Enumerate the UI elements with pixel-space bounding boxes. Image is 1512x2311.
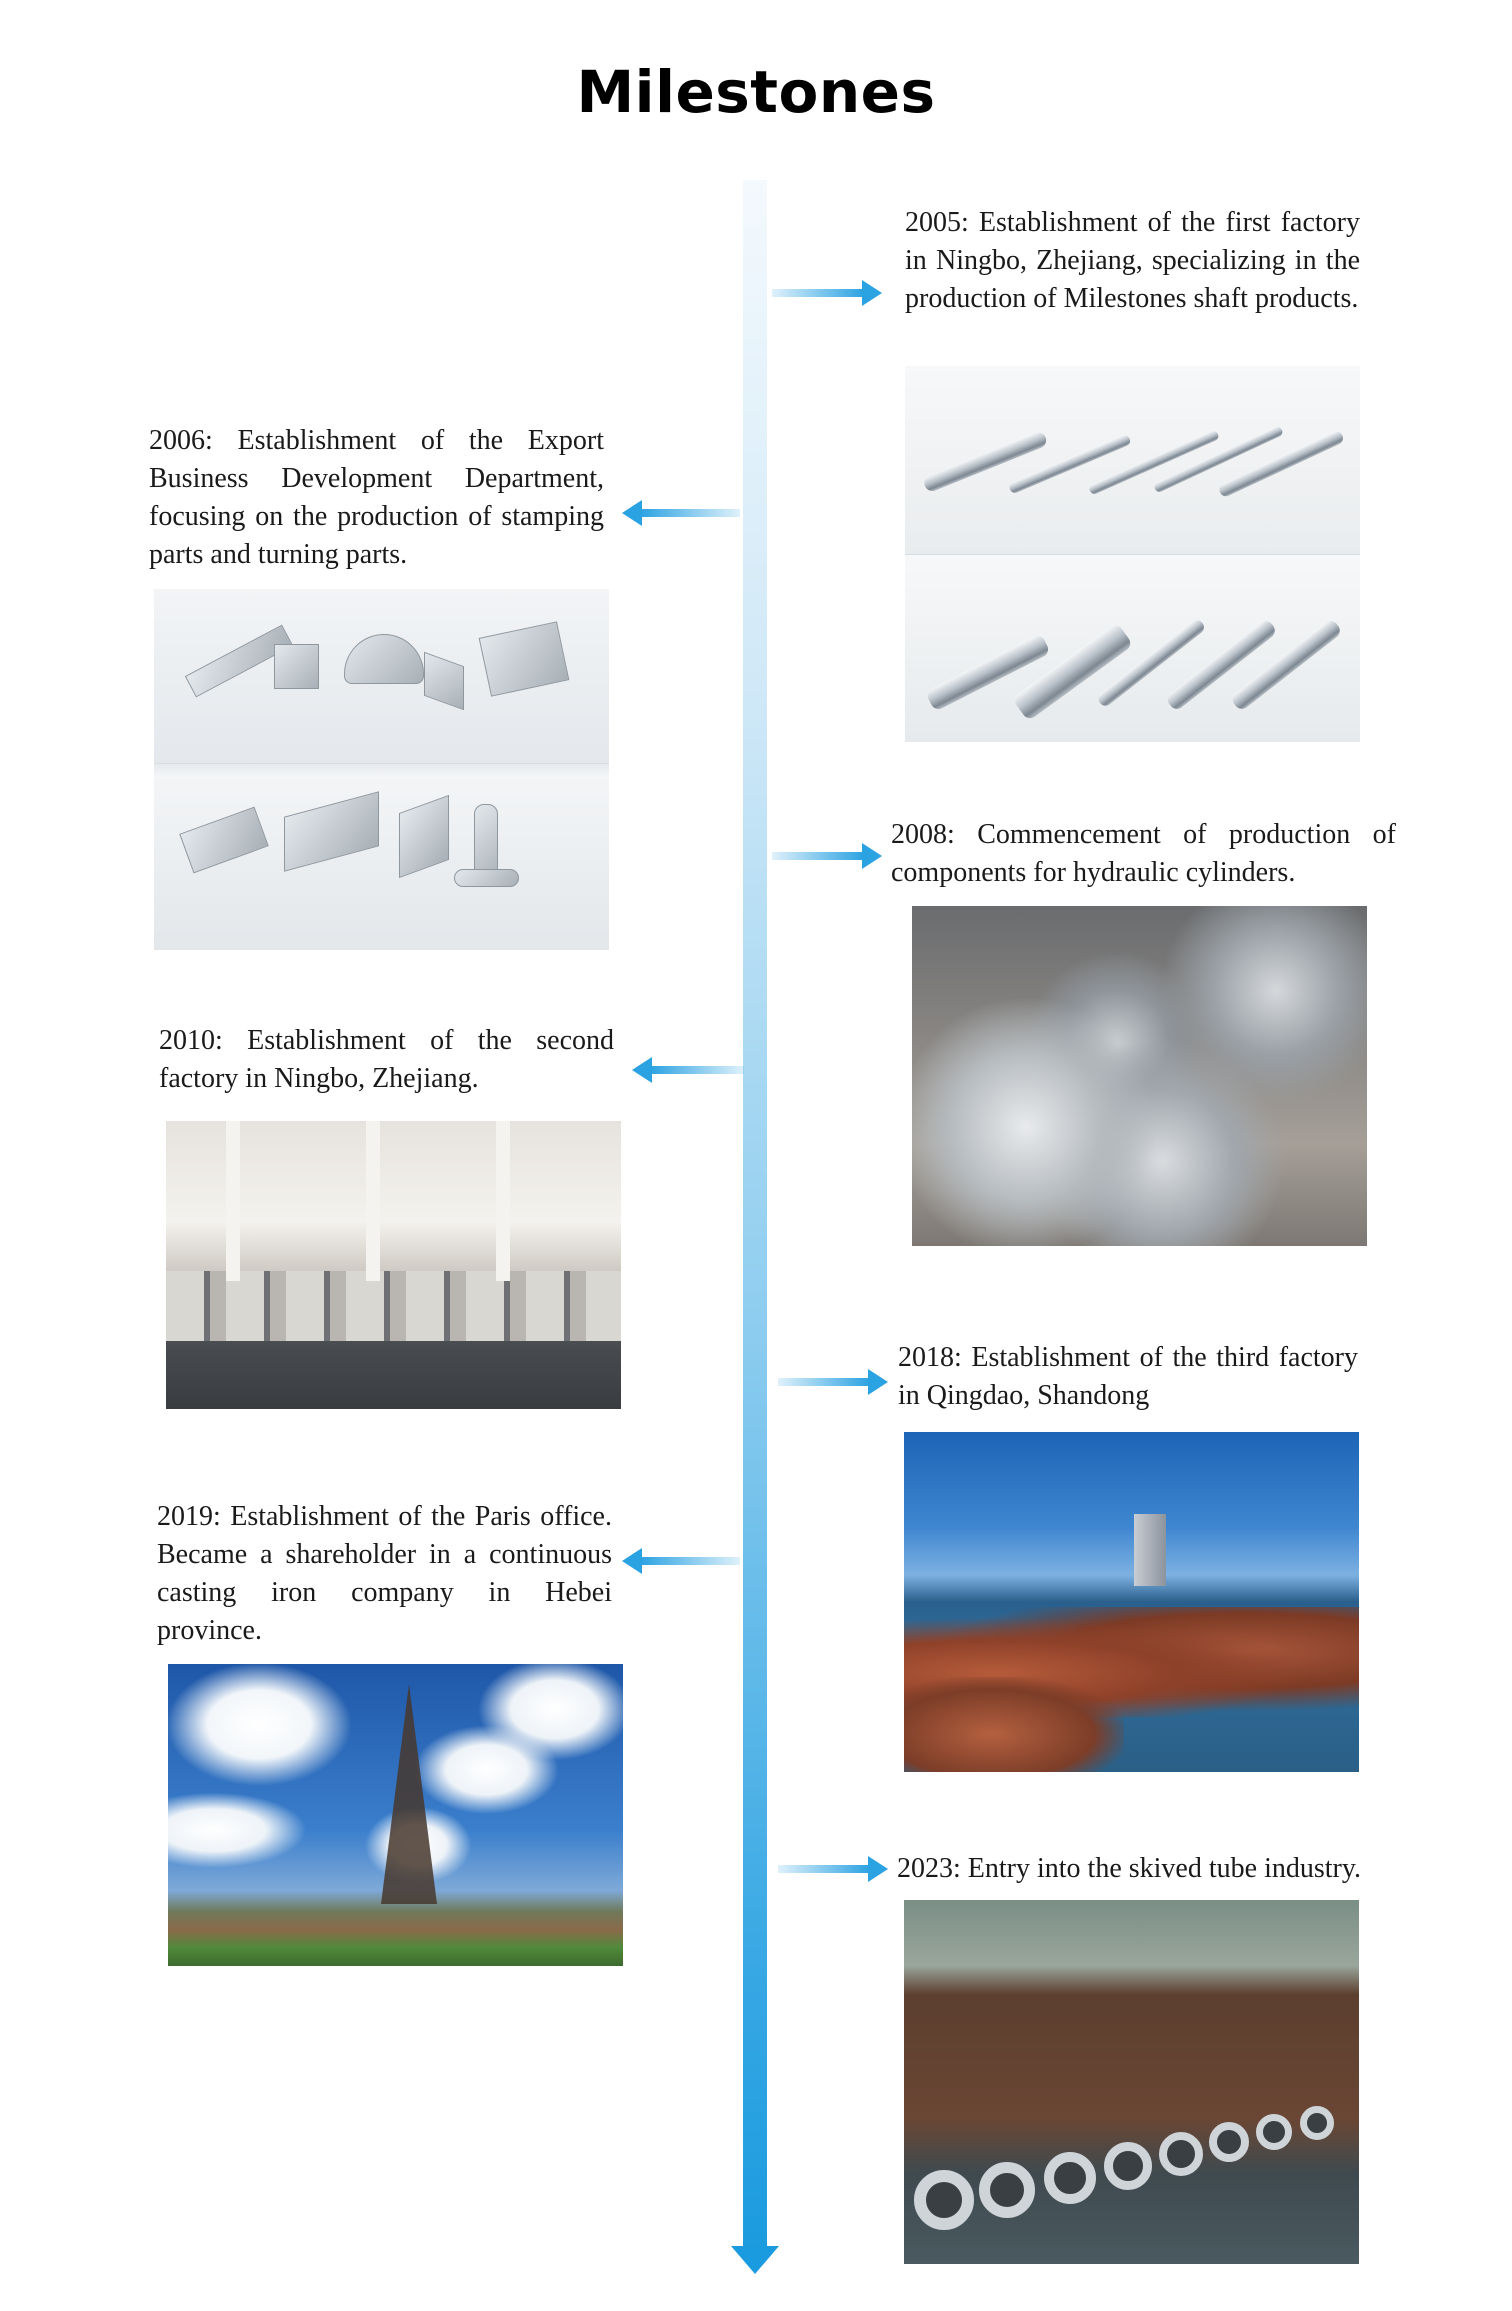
- milestone-2023-text: 2023: Entry into the skived tube industry.: [897, 1853, 1362, 1884]
- connector-arrow-2023: [778, 1862, 888, 1876]
- timeline-axis: [743, 180, 767, 2250]
- second-factory-photo: [166, 1121, 621, 1409]
- stamping-parts-photo: [154, 589, 609, 950]
- shaft-products-photo: [905, 366, 1360, 742]
- eiffel-tower-photo: [168, 1664, 623, 1966]
- connector-arrow-2019: [622, 1554, 740, 1568]
- connector-arrow-2018: [778, 1375, 888, 1389]
- milestone-2018-text: 2018: Establishment of the third factory in Qingdao, Shandong: [898, 1342, 1358, 1411]
- skived-tubes-photo: [904, 1900, 1359, 2264]
- connector-arrow-2008: [772, 849, 882, 863]
- connector-arrow-2010: [632, 1063, 744, 1077]
- milestone-2005-text: 2005: Establishment of the first factory in Ningbo, Zhejiang, specializing in the production of Milestones shaft products.: [905, 207, 1360, 314]
- qingdao-coast-photo: [904, 1432, 1359, 1772]
- connector-arrow-2005: [772, 286, 882, 300]
- milestone-2008-text: 2008: Commencement of production of components for hydraulic cylinders.: [891, 819, 1396, 888]
- page-title: Milestones: [576, 58, 936, 126]
- hydraulic-components-photo: [912, 906, 1367, 1246]
- milestone-2019-text: 2019: Establishment of the Paris office. Became a shareholder in a continuous casting iron company in Hebei province.: [157, 1501, 612, 1646]
- timeline-arrowhead: [731, 2246, 779, 2274]
- milestone-2010-text: 2010: Establishment of the second factory in Ningbo, Zhejiang.: [159, 1025, 614, 1094]
- milestone-2006-text: 2006: Establishment of the Export Business Development Department, focusing on the production of stamping parts and turning parts.: [149, 425, 604, 570]
- connector-arrow-2006: [622, 506, 740, 520]
